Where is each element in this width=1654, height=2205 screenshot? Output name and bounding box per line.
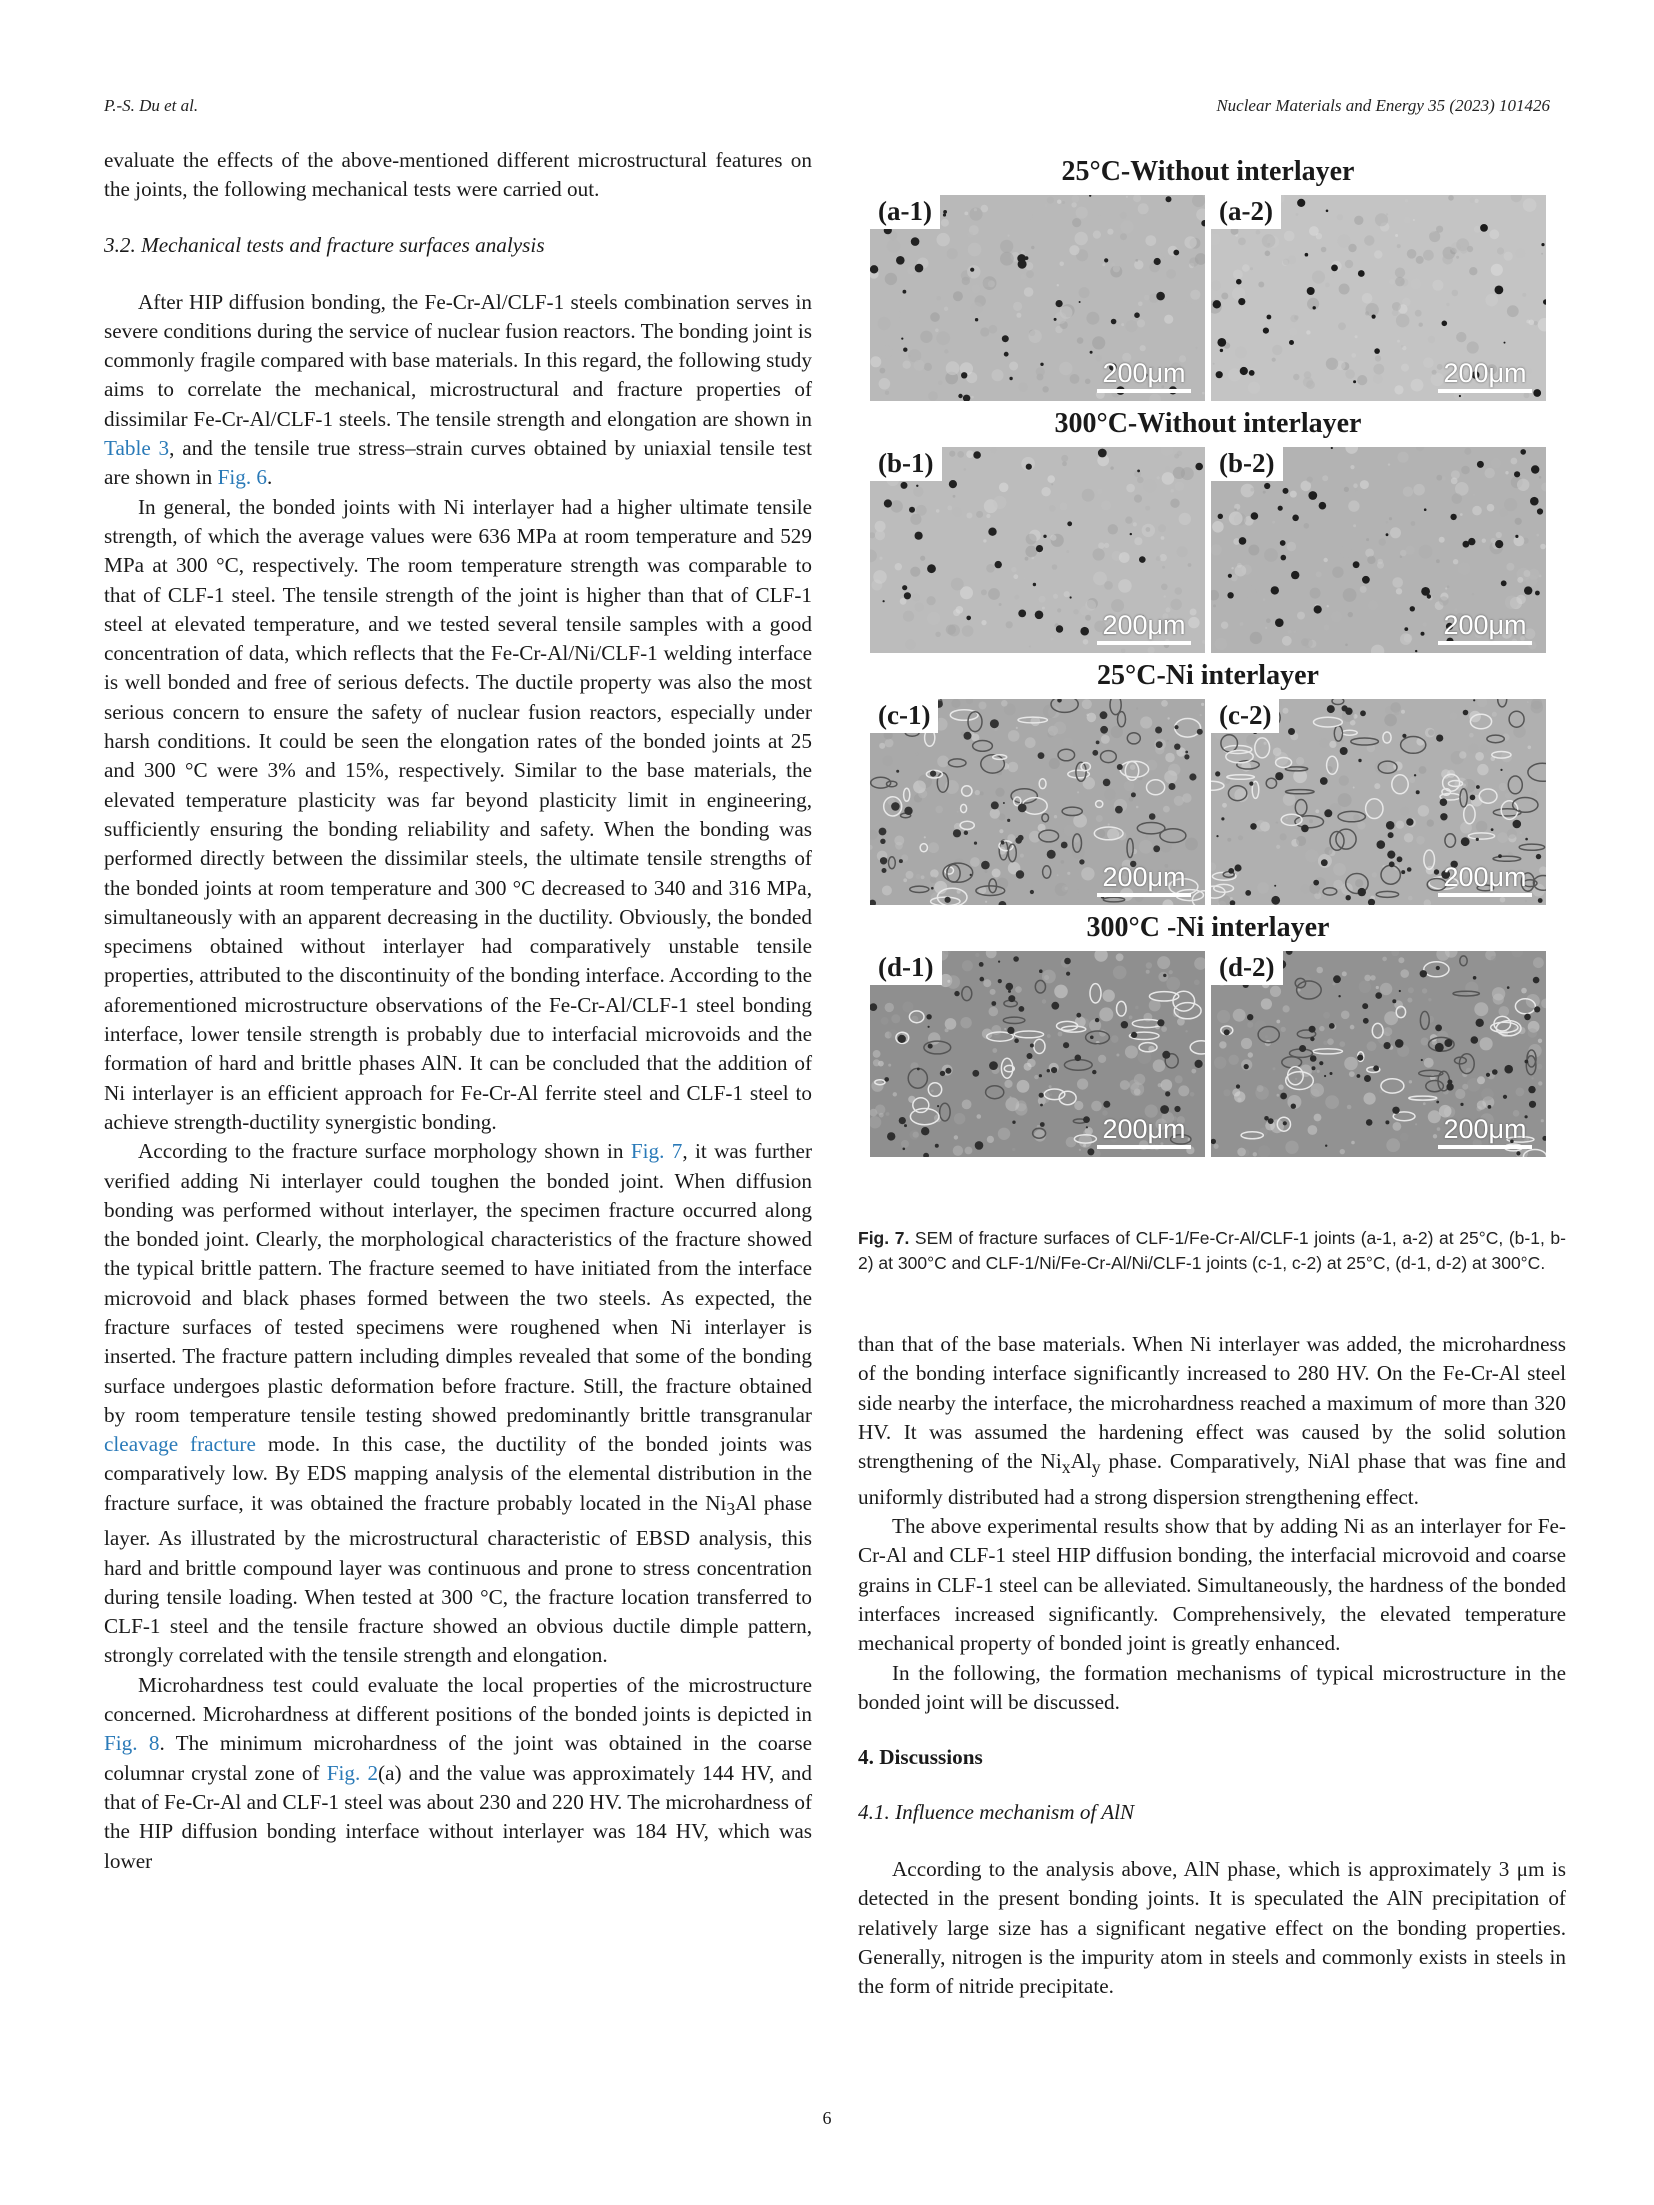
scale-bar: 200μm	[1438, 863, 1532, 897]
scale-bar: 200μm	[1097, 1115, 1191, 1149]
figure-row-c	[870, 699, 1546, 905]
panel-label: (a-1)	[870, 195, 940, 229]
sem-image-a-1	[870, 195, 1205, 401]
right-column	[858, 1330, 1566, 2002]
link-fig-2[interactable]: Fig. 2	[326, 1760, 379, 1785]
panel-label: (b-2)	[1211, 447, 1283, 481]
sem-image-d-1	[870, 951, 1205, 1157]
figure-row-d	[870, 951, 1546, 1157]
panel-label: (d-1)	[870, 951, 942, 985]
section-heading-4: 4. Discussions	[858, 1745, 983, 1770]
figure-row-title-b: 300°C-Without interlayer	[1054, 408, 1362, 439]
scale-bar: 200μm	[1438, 359, 1532, 393]
scale-bar: 200μm	[1097, 611, 1191, 645]
sem-image-d-2	[1211, 951, 1546, 1157]
panel-label: (a-2)	[1211, 195, 1281, 229]
page-number: 6	[822, 2108, 832, 2128]
section-heading-3-2: 3.2. Mechanical tests and fracture surfaces analysis	[104, 232, 545, 257]
link-cleavage-fracture[interactable]: cleavage fracture	[104, 1432, 256, 1457]
scale-bar: 200μm	[1438, 611, 1532, 645]
scale-bar: 200μm	[1097, 863, 1191, 897]
sem-image-b-1	[870, 447, 1205, 653]
paragraph-intro: evaluate the effects of the above-mentioned different microstructural features on the joints, the following mechanical tests were carried out.	[104, 148, 812, 202]
paragraph-following: In the following, the formation mechanisms of typical microstructure in the bonded joint will be discussed.	[858, 1660, 1566, 1714]
link-fig-8[interactable]: Fig. 8	[104, 1731, 160, 1756]
paragraph-hardness-continued: than that of the base materials. When Ni interlayer was added, the microhardness of the bonding interface significantly increased to 280 HV. On the Fe-Cr-Al steel side nearby the interface, the microhardness reached a maximum of more than 320 HV. It was assumed the hardening effect was caused by the solid solution strengthening of the $Ni_xAl_y$ phase. Comparatively, NiAl phase that was fine and uniformly distributed had a strong dispersion strengthening effect.	[858, 1332, 1566, 1509]
figure-7	[870, 155, 1546, 1163]
sem-image-c-2	[1211, 699, 1546, 905]
panel-label: (c-1)	[870, 699, 938, 733]
header-authors: P.-S. Du et al.	[104, 96, 199, 115]
left-column	[104, 146, 812, 1876]
sem-image-c-1	[870, 699, 1205, 905]
paragraph-tensile-strength: In general, the bonded joints with Ni interlayer had a higher ultimate tensile strength, of which the average values were 636 MPa at room temperature and 529 MPa at 300 °C, respectively. The room temperature strength was comparable to that of CLF-1 steel. The tensile strength of the joint is higher than that of CLF-1 steel at elevated temperature, and we tested several tensile samples with a good concentration of data, which reflects that the Fe-Cr-Al/Ni/CLF-1 welding interface is well bonded and free of serious defects. The ductile property was also the most serious concern to ensure the safety of nuclear fusion reactors, especially under harsh conditions. It could be seen the elongation rates of the bonded joints at 25 and 300 °C were 3% and 15%, respectively. Similar to the base materials, the elevated temperature plasticity was far beyond plasticity limit in engineering, sufficiently ensuring the bonding reliability and safety. When the bonding was performed directly between the dissimilar steels, the ultimate tensile strengths of the bonded joints at room temperature and 300 °C decreased to 340 and 316 MPa, simultaneously with an apparent decreasing in the ductility. Obviously, the bonded specimens obtained without interlayer had comparatively unstable tensile properties, attributed to the discontinuity of the bonding interface. According to the aforementioned microstructure observations of the Fe-Cr-Al/CLF-1 steel bonding interface, lower tensile strength is probably due to interfacial microvoids and the formation of hard and brittle phases AlN. It can be concluded that the addition of Ni interlayer is an efficient approach for Fe-Cr-Al ferrite steel and CLF-1 steel to achieve strength-ductility synergistic bonding.	[104, 494, 812, 1134]
link-fig-7[interactable]: Fig. 7	[630, 1139, 683, 1164]
figure-row-title-c: 25°C-Ni interlayer	[1097, 660, 1319, 691]
link-fig-6[interactable]: Fig. 6	[217, 465, 268, 490]
section-heading-4-1: 4.1. Influence mechanism of AlN	[858, 1800, 1135, 1825]
paragraph-experimental-results: The above experimental results show that by adding Ni as an interlayer for Fe-Cr-Al and CLF-1 steel HIP diffusion bonding, the interfacial microvoid and coarse grains in CLF-1 steel can be alleviated. Simultaneously, the hardness of the bonded interfaces increased significantly. Comprehensively, the elevated temperature mechanical property of bonded joint is greatly enhanced.	[858, 1514, 1566, 1656]
figure-row-title-d: 300°C -Ni interlayer	[1086, 912, 1330, 943]
paragraph-fracture-morphology: According to the fracture surface morphology shown in Fig. 7, it was further verified adding Ni interlayer could toughen the bonded joint. When diffusion bonding was performed without interlayer, the specimen fracture occurred along the bonded joint. Clearly, the morphological characteristics of the fracture showed the typical brittle pattern. The fracture seemed to have initiated from the interface microvoid and black phases formed between the two steels. As expected, the fracture surfaces of tested specimens were roughened when Ni interlayer is inserted. The fracture pattern including dimples revealed that some of the bonding surface undergoes plastic deformation before fracture. Still, the fracture obtained by room temperature tensile testing showed predominantly brittle transgranular cleavage fracture mode. In this case, the ductility of the bonded joints was comparatively low. By EDS mapping analysis of the elemental distribution in the fracture surface, it was obtained the fracture probably located in the $Ni_3Al$ phase layer. As illustrated by the microstructural characteristic of EBSD analysis, this hard and brittle compound layer was continuous and prone to stress concentration during tensile loading. When tested at 300 °C, the fracture location transferred to CLF-1 steel and the tensile fracture showed an obvious ductile dimple pattern, strongly correlated with the tensile strength and elongation.	[104, 1139, 813, 1668]
sem-image-b-2	[1211, 447, 1546, 653]
figure-row-a	[870, 195, 1546, 401]
scale-bar: 200μm	[1097, 359, 1191, 393]
panel-label: (c-2)	[1211, 699, 1279, 733]
caption-label: Fig. 7.	[858, 1228, 910, 1248]
paragraph-microhardness: Microhardness test could evaluate the local properties of the microstructure concerned. Microhardness at different positions of the bonded joints is depicted in Fig. 8. The minimum microhardness of the joint was obtained in the coarse columnar crystal zone of Fig. 2(a) and the value was approximately 144 HV, and that of Fe-Cr-Al and CLF-1 steel was about 230 and 220 HV. The microhardness of the HIP diffusion bonding interface without interlayer was 184 HV, which was lower	[104, 1672, 813, 1873]
header-journal: Nuclear Materials and Energy 35 (2023) 101426	[1216, 96, 1550, 115]
scale-bar: 200μm	[1438, 1115, 1532, 1149]
figure-row-b	[870, 447, 1546, 653]
paragraph-aln-analysis: According to the analysis above, AlN phase, which is approximately 3 μm is detected in the present bonding joints. It is speculated the AlN precipitation of relatively large size has a significant negative effect on the bonding properties. Generally, nitrogen is the impurity atom in steels and commonly exists in steels in the form of nitride precipitate.	[858, 1857, 1566, 1999]
panel-label: (d-2)	[1211, 951, 1283, 985]
link-table-3[interactable]: Table 3	[104, 436, 170, 461]
figure-7-caption: Fig. 7. SEM of fracture surfaces of CLF-1/Fe-Cr-Al/CLF-1 joints (a-1, a-2) at 25°C, (b-1, b-2) at 300°C and CLF-1/Ni/Fe-Cr-Al/Ni/CLF-1 joints (c-1, c-2) at 25°C, (d-1, d-2) at 300°C.	[858, 1228, 1566, 1273]
sem-image-a-2	[1211, 195, 1546, 401]
figure-row-title-a: 25°C-Without interlayer	[1061, 156, 1355, 187]
panel-label: (b-1)	[870, 447, 942, 481]
paragraph-hip-bonding: After HIP diffusion bonding, the Fe-Cr-Al/CLF-1 steels combination serves in severe conditions during the service of nuclear fusion reactors. The bonding joint is commonly fragile compared with base materials. In this regard, the following study aims to correlate the mechanical, microstructural and fracture properties of dissimilar Fe-Cr-Al/CLF-1 steels. The tensile strength and elongation are shown in Table 3, and the tensile true stress–strain curves obtained by uniaxial tensile test are shown in Fig. 6.	[104, 289, 812, 490]
